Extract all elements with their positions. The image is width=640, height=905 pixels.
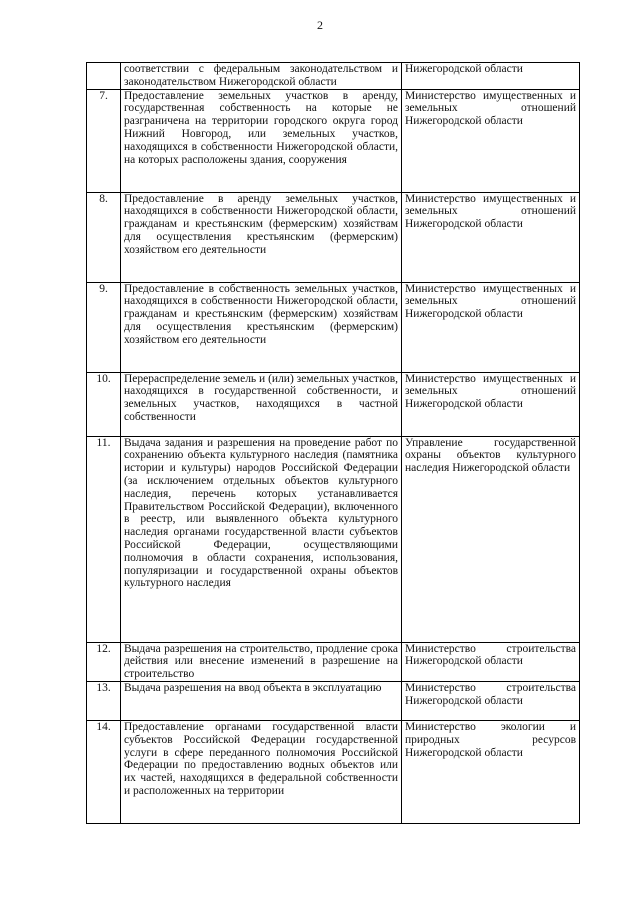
responsible-authority: Нижегородской области [402, 63, 580, 90]
responsible-authority: Министерство имущественных и земельных отношений Нижегородской области [402, 192, 580, 282]
service-name: Предоставление в аренду земельных участков, находящихся в собственности Нижегородской области, гражданам и крестьянским (фермерским) хозяйствам для осуществления крестьянским (фермерским) хозяйством его деятельности [121, 192, 402, 282]
row-number: 12. [87, 642, 121, 681]
responsible-authority: Министерство имущественных и земельных отношений Нижегородской области [402, 282, 580, 372]
page-number: 2 [317, 18, 323, 32]
responsible-authority: Министерство имущественных и земельных отношений Нижегородской области [402, 89, 580, 192]
table-row [87, 642, 580, 681]
service-name: Предоставление в собственность земельных участков, находящихся в собственности Нижегородской области, гражданам и крестьянским (фермерским) хозяйствам для осуществления крестьянским (фермерским) хозяйством его деятельности [121, 282, 402, 372]
services-table [86, 62, 580, 824]
responsible-authority: Министерство экологии и природных ресурсов Нижегородской области [402, 720, 580, 823]
row-number: 14. [87, 720, 121, 823]
row-number: 10. [87, 372, 121, 436]
row-number: 8. [87, 192, 121, 282]
table-row [87, 372, 580, 436]
service-name: Предоставление земельных участков в аренду, государственная собственность на которые не разграничена на территории городского округа город Нижний Новгород, или земельных участков, находящихся в собственности Нижегородской области, на которых расположены здания, сооружения [121, 89, 402, 192]
service-name: соответствии с федеральным законодательством и законодательством Нижегородской области [121, 63, 402, 90]
responsible-authority: Министерство строительства Нижегородской области [402, 681, 580, 720]
row-number: 11. [87, 436, 121, 642]
table-row [87, 720, 580, 823]
row-number: 7. [87, 89, 121, 192]
service-name: Предоставление органами государственной власти субъектов Российской Федерации государственной услуги в сфере переданного полномочия Российской Федерации по предоставлению водных объектов или их частей, находящихся в федеральной собственности и расположенных на территории [121, 720, 402, 823]
service-name: Выдача разрешения на строительство, продление срока действия или внесение изменений в разрешение на строительство [121, 642, 402, 681]
service-name: Перераспределение земель и (или) земельных участков, находящихся в государственной собственности, и земельных участков, находящихся в частной собственности [121, 372, 402, 436]
table-row [87, 282, 580, 372]
table-row [87, 192, 580, 282]
responsible-authority: Министерство имущественных и земельных отношений Нижегородской области [402, 372, 580, 436]
service-name: Выдача разрешения на ввод объекта в эксплуатацию [121, 681, 402, 720]
table-row [87, 63, 580, 90]
row-number: 9. [87, 282, 121, 372]
table-row [87, 436, 580, 642]
responsible-authority: Министерство строительства Нижегородской области [402, 642, 580, 681]
row-number [87, 63, 121, 90]
service-name: Выдача задания и разрешения на проведение работ по сохранению объекта культурного наследия (памятника истории и культуры) народов Российской Федерации (за исключением отдельных объектов культурного наследия, перечень которых устанавливается Правительством Российской Федерации), включенного в реестр, или выявленного объекта культурного наследия органами государственной власти субъектов Российской Федерации, осуществляющими полномочия в области сохранения, использования, популяризации и государственной охраны объектов культурного наследия [121, 436, 402, 642]
table-row [87, 89, 580, 192]
row-number: 13. [87, 681, 121, 720]
responsible-authority: Управление государственной охраны объектов культурного наследия Нижегородской области [402, 436, 580, 642]
table-row [87, 681, 580, 720]
